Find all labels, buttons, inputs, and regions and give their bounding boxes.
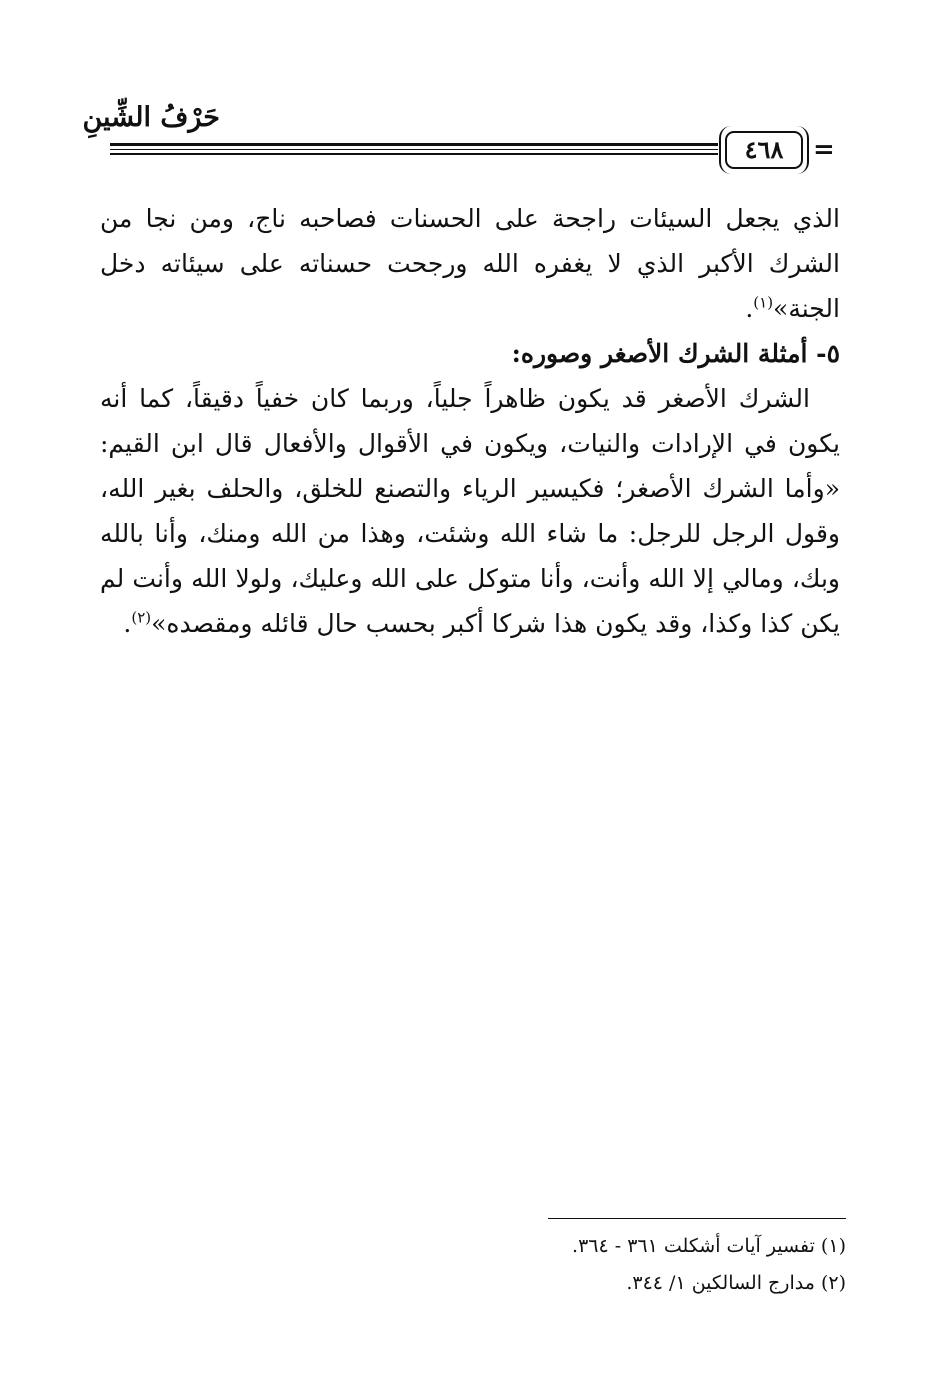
running-title: حَرْفُ الشِّينِ [82,102,220,133]
paragraph-end: . [745,294,754,323]
main-text [100,196,840,646]
footnotes [400,1228,846,1302]
footnote-ref-1: (١) [753,293,774,312]
header-rule-bottom [110,153,718,155]
paragraph-end: . [123,609,132,638]
section-heading: ٥- أمثلة الشرك الأصغر وصوره: [511,339,840,368]
footnote-2: (٢) مدارج السالكين ١/ ٣٤٤. [626,1272,846,1294]
header-rule-middle [110,149,718,150]
paragraph-text: الشرك الأصغر قد يكون ظاهراً جلياً، وربما كان خفياً دقيقاً، كما أنه يكون في الإرادات والنيات، ويكون في الأقوال والأفعال قال ابن القيم: «وأما الشرك الأصغر؛ فكيسير الرياء والتصنع للخلق، والحلف بغير الله، وقول الرجل للرجل: ما شاء الله وشئت، وهذا من الله ومنك، وأنا بالله وبك، ومالي إلا الله وأنت، وأنا متوكل على الله وعليك، ولولا الله وأنت لم يكن كذا وكذا، وقد يكون هذا شركا أكبر بحسب حال قائله ومقصده» [100,384,840,638]
header-edge-mark: = [813,135,835,165]
paragraph-continuation [100,196,840,331]
paragraph-text: الذي يجعل السيئات راجحة على الحسنات فصاحبه ناج، ومن نجا من الشرك الأكبر الذي لا يغفره الله ورجحت حسناته على سيئاته دخل الجنة» [100,204,840,323]
footnote-ref-2: (٢) [131,608,152,627]
paragraph-examples [100,376,840,646]
page-number: ٤٦٨ [725,131,803,169]
header-rule-top [110,143,718,146]
footnote-1: (١) تفسير آيات أشكلت ٣٦١ - ٣٦٤. [572,1235,846,1257]
footnote-separator [548,1218,846,1219]
